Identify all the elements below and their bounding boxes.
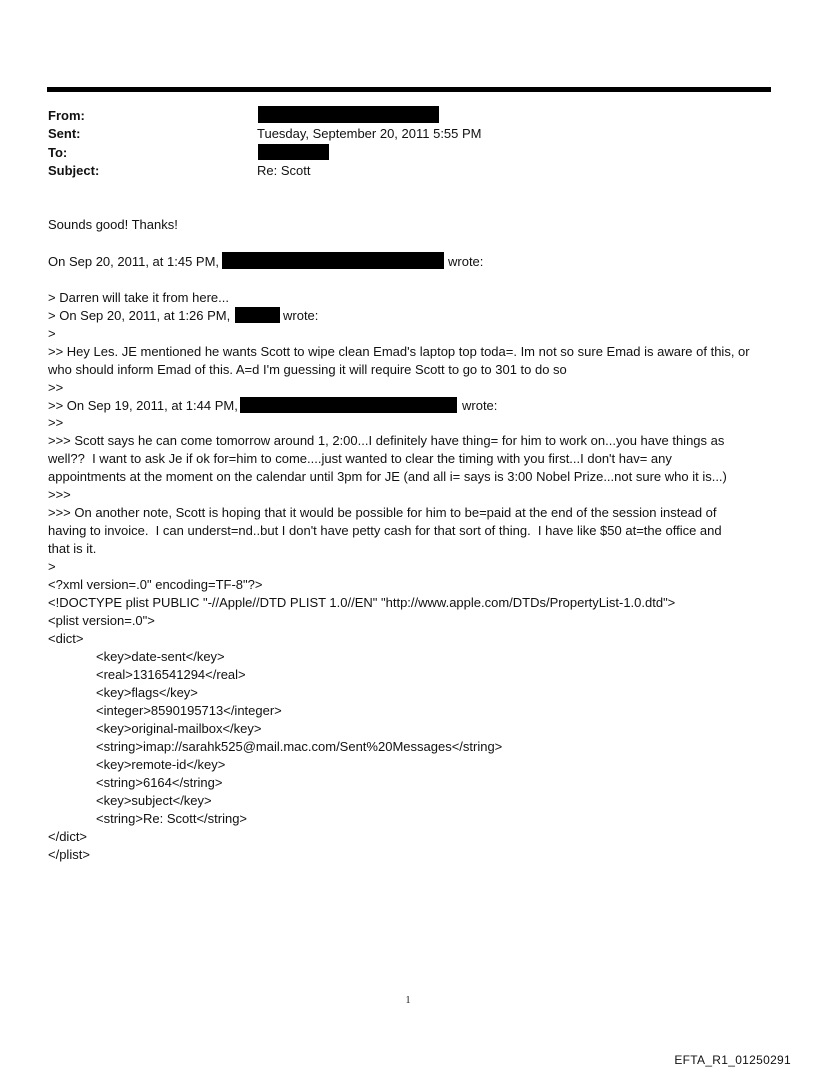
to-label: To: bbox=[48, 145, 68, 160]
quoted-line: > bbox=[48, 559, 56, 574]
quoted-line: > On Sep 20, 2011, at 1:26 PM, bbox=[48, 308, 231, 323]
name-redaction bbox=[235, 307, 280, 323]
xml-line: <string>imap://sarahk525@mail.mac.com/Sent%20Messages</string> bbox=[96, 739, 503, 754]
xml-line: </dict> bbox=[48, 829, 88, 844]
sender-redaction-2 bbox=[240, 397, 457, 413]
xml-line: <key>original-mailbox</key> bbox=[96, 721, 262, 736]
quoted-line: wrote: bbox=[283, 308, 319, 323]
subject-value: Re: Scott bbox=[257, 163, 311, 178]
xml-line: <!DOCTYPE plist PUBLIC "-//Apple//DTD PLIST 1.0//EN" "http://www.apple.com/DTDs/PropertyList-1.0.dtd"> bbox=[48, 595, 676, 610]
xml-line: <key>flags</key> bbox=[96, 685, 198, 700]
quoted-line: > Darren will take it from here... bbox=[48, 290, 229, 305]
quoted-line: >>> Scott says he can come tomorrow around 1, 2:00...I definitely have thing= for him to work on...you have things as bbox=[48, 433, 725, 448]
xml-line: <key>remote-id</key> bbox=[96, 757, 226, 772]
xml-line: </plist> bbox=[48, 847, 90, 862]
quoted-line: >> bbox=[48, 380, 64, 395]
xml-line: <integer>8590195713</integer> bbox=[96, 703, 282, 718]
from-label: From: bbox=[48, 108, 85, 123]
quoted-line: that is it. bbox=[48, 541, 97, 556]
sender-redaction bbox=[222, 252, 444, 269]
sent-label: Sent: bbox=[48, 126, 81, 141]
xml-line: <?xml version=.0" encoding=TF-8"?> bbox=[48, 577, 263, 592]
reply-text: Sounds good! Thanks! bbox=[48, 217, 178, 232]
quoted-line: who should inform Emad of this. A=d I'm guessing it will require Scott to go to 301 to do so bbox=[48, 362, 567, 377]
quoted-line: >>> bbox=[48, 487, 71, 502]
quoted-line: appointments at the moment on the calendar until 3pm for JE (and all i= says is 3:00 Nobel Prize...not sure who it is...) bbox=[48, 469, 727, 484]
attribution-wrote: wrote: bbox=[448, 254, 484, 269]
xml-line: <string>Re: Scott</string> bbox=[96, 811, 248, 826]
quoted-line: >>> On another note, Scott is hoping that it would be possible for him to be=paid at the end of the session instead of bbox=[48, 505, 717, 520]
xml-line: <key>subject</key> bbox=[96, 793, 212, 808]
page-number: 1 bbox=[405, 995, 411, 1006]
quoted-line: wrote: bbox=[462, 398, 498, 413]
subject-label: Subject: bbox=[48, 163, 100, 178]
top-rule bbox=[47, 87, 771, 92]
xml-line: <key>date-sent</key> bbox=[96, 649, 225, 664]
quoted-line: having to invoice. I can underst=nd..but I don't have petty cash for that sort of thing. I have like $50 at=the office and bbox=[48, 523, 722, 538]
quoted-line: >> On Sep 19, 2011, at 1:44 PM, bbox=[48, 398, 238, 413]
xml-line: <string>6164</string> bbox=[96, 775, 223, 790]
xml-line: <plist version=.0"> bbox=[48, 613, 155, 628]
quoted-line: >> bbox=[48, 415, 64, 430]
attribution-prefix: On Sep 20, 2011, at 1:45 PM, bbox=[48, 254, 220, 269]
sent-value: Tuesday, September 20, 2011 5:55 PM bbox=[257, 126, 482, 141]
document-id: EFTA_R1_01250291 bbox=[674, 1053, 791, 1067]
from-redaction bbox=[258, 106, 439, 123]
quoted-line: >> Hey Les. JE mentioned he wants Scott to wipe clean Emad's laptop top toda=. Im not so sure Emad is aware of this, or bbox=[48, 344, 750, 359]
xml-line: <real>1316541294</real> bbox=[96, 667, 246, 682]
xml-line: <dict> bbox=[48, 631, 84, 646]
to-redaction bbox=[258, 144, 329, 160]
quoted-line: well?? I want to ask Je if ok for=him to come....just wanted to clear the timing with you first...I don't hav= any bbox=[48, 451, 672, 466]
quoted-line: > bbox=[48, 326, 56, 341]
